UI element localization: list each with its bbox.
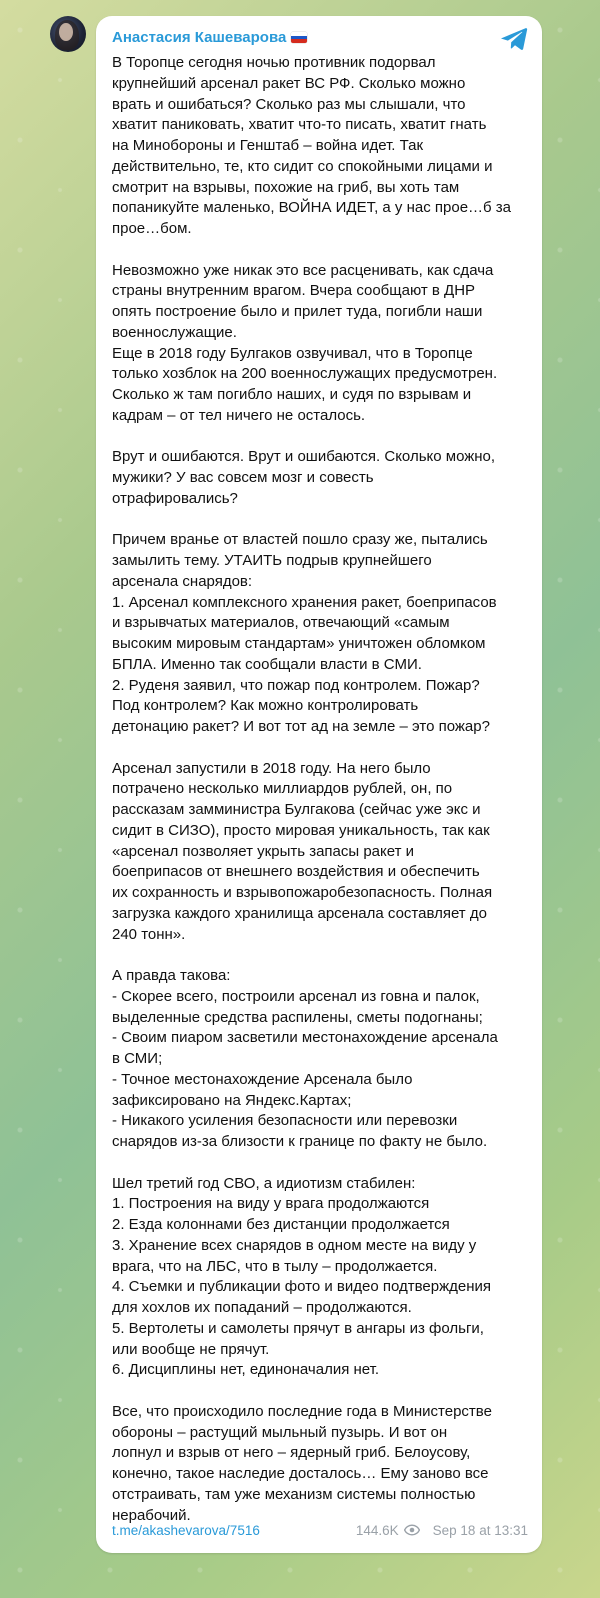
message-paragraph: Все, что происходило последние года в Министерстве обороны – растущий мыльный пузырь. И вот он лопнул и взрыв от него – ядерный гриб. Белоусову, конечно, такое наследие досталось… Ему заново все отстраивать, там уже механизм системы полностью нерабочий. [112, 1402, 492, 1524]
message-footer [112, 1520, 528, 1540]
message-text [112, 53, 532, 1526]
message-paragraph: Причем вранье от властей пошло сразу же, пытались замылить тему. УТАИТЬ подрыв крупнейшего арсенала снарядов: 1. Арсенал комплексного хранения ракет, боеприпасов и взрывчатых материалов, отвечающий «самым высоким мировым стандартам» уничтожен обломком БПЛА. Именно так сообщали власти в СМИ. 2. Руденя заявил, что пожар под контролем. Пожар? Под контролем? Как можно контролировать детонацию ракет? И вот тот ад на земле – это пожар? [112, 531, 497, 735]
avatar-face [59, 23, 73, 41]
channel-avatar[interactable] [50, 16, 86, 52]
message-paragraph: А правда такова: - Скорее всего, построили арсенал из говна и палок, выделенные средства распилены, сметы подогнаны; - Своим пиаром засветили местонахождение арсенала в СМИ; - Точное местонахождение Арсенала было зафиксировано на Яндекс.Картах; - Никакого усиления безопасности или перевозки снарядов из-за близости к границе по факту не было. [112, 967, 498, 1150]
message-paragraph: В Торопце сегодня ночью противник подорвал крупнейший арсенал ракет ВС РФ. Сколько можно врать и ошибаться? Сколько раз мы слышали, что хватит паниковать, хватит что-то писать, хватит гнать на Минобороны и Генштаб – война идет. Так действительно, те, кто сидит со спокойными лицами и смотрит на взрывы, похожие на гриб, вы хоть там попаникуйте маленько, ВОЙНА ИДЕТ, а у нас прое…б за прое…бом. [112, 54, 512, 237]
message-paragraph: Врут и ошибаются. Врут и ошибаются. Сколько можно, мужики? У вас совсем мозг и совесть отрафировались? [112, 448, 496, 507]
message-paragraph: Невозможно уже никак это все расценивать, как сдача страны внутренним врагом. Вчера сообщают в ДНР опять построение было и прилет туда, погибли наши военнослужащие. Еще в 2018 году Булгаков озвучивал, что в Торопце только хозблок на 200 военнослужащих предусмотрен. Сколько ж там погибло наших, и судя по взрывам и кадрам – от тел ничего не осталось. [112, 261, 498, 424]
message-card [96, 16, 542, 1553]
message-paragraph: Арсенал запустили в 2018 году. На него было потрачено несколько миллиардов рублей, он, по рассказам замминистра Булгакова (сейчас уже экс и сидит в СИЗО), просто мировая уникальность, так как «арсенал позволяет укрыть запасы ракет и боеприпасов от внешнего воздействия и обеспечить их сохранность и взрывопожаробезопасность. Полная загрузка каждого хранилища арсенала составляет до 240 тонн». [112, 759, 493, 943]
telegram-icon[interactable] [500, 26, 528, 52]
view-count: 144.6K [355, 1522, 399, 1538]
eye-icon [404, 1524, 420, 1536]
message-paragraph: Шел третий год СВО, а идиотизм стабилен: 1. Построения на виду у врага продолжаются 2. Езда колоннами без дистанции продолжается 3. Хранение всех снарядов в одном месте на виду у врага, что на ЛБС, что в тылу – продолжается. 4. Съемки и публикации фото и видео подтверждения для хохлов их попаданий – продолжаются. 5. Вертолеты и самолеты прячут в ангары из фольги, или вообще не прячут. 6. Дисциплины нет, единоначалия нет. [112, 1174, 492, 1379]
author-name[interactable]: Анастасия Кашеварова [112, 29, 287, 46]
message-author[interactable] [112, 29, 307, 46]
post-link[interactable]: t.me/akashevarova/7516 [112, 1522, 260, 1538]
russian-flag-icon [291, 32, 307, 43]
message-meta [356, 1523, 528, 1538]
message-date: Sep 18 at 13:31 [432, 1522, 528, 1538]
